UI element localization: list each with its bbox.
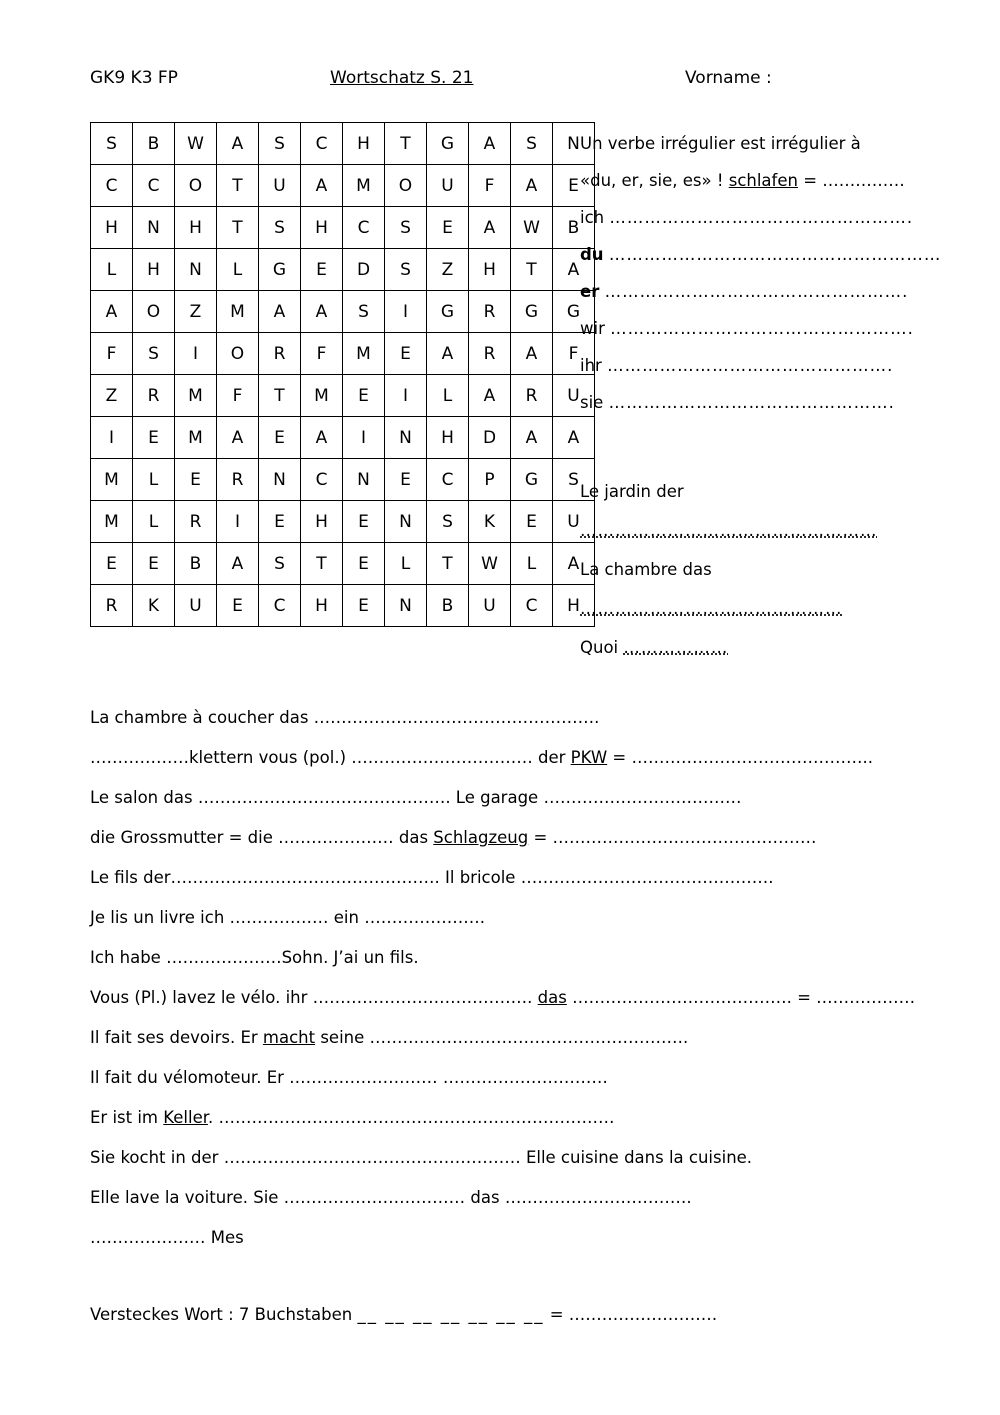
grid-cell[interactable]: L <box>133 501 175 543</box>
line-text: Le fils der…………………………………………. Il bricole ………………………………………. <box>90 868 774 887</box>
grid-cell[interactable]: R <box>469 333 511 375</box>
grid-cell[interactable]: A <box>259 291 301 333</box>
verb-intro-prefix: «du, er, sie, es» ! <box>580 171 724 190</box>
grid-cell[interactable]: I <box>385 291 427 333</box>
grid-cell[interactable]: N <box>133 207 175 249</box>
conjugation-row <box>580 199 950 236</box>
line-text-after: …………………………………. = ……………… <box>566 988 916 1007</box>
hidden-word-answer: = ……………………… <box>549 1305 718 1324</box>
grid-cell[interactable]: M <box>175 375 217 417</box>
answer-blank[interactable]: ……………………………………………. <box>609 208 914 227</box>
grid-cell[interactable]: Z <box>175 291 217 333</box>
grid-cell[interactable]: H <box>301 501 343 543</box>
answer-blank[interactable]: ……………… <box>623 638 729 657</box>
grid-cell[interactable]: R <box>469 291 511 333</box>
vocab-extra-block <box>580 472 960 667</box>
grid-cell[interactable]: E <box>511 501 553 543</box>
grid-cell[interactable]: N <box>259 459 301 501</box>
answer-blank[interactable]: ……………………………………………. <box>610 319 914 338</box>
grid-cell[interactable]: N <box>553 123 595 165</box>
grid-cell[interactable]: A <box>301 165 343 207</box>
verb-intro-suffix: = …………… <box>803 171 905 190</box>
grid-cell[interactable]: D <box>469 417 511 459</box>
grid-cell[interactable]: S <box>553 459 595 501</box>
grid-cell[interactable]: A <box>301 417 343 459</box>
line-text-before: Il fait ses devoirs. Er <box>90 1028 263 1047</box>
line-mes[interactable] <box>90 1218 940 1258</box>
grid-cell[interactable]: C <box>511 585 553 627</box>
grid-cell[interactable]: E <box>217 585 259 627</box>
line-salon-garage[interactable] <box>90 778 940 818</box>
line-keyword: Keller <box>163 1108 209 1127</box>
grid-cell[interactable]: H <box>301 207 343 249</box>
grid-cell[interactable]: S <box>91 123 133 165</box>
grid-cell[interactable]: A <box>469 207 511 249</box>
grid-cell[interactable]: S <box>259 207 301 249</box>
grid-cell[interactable]: E <box>259 501 301 543</box>
answer-blank[interactable]: …………………………………………… <box>580 521 878 540</box>
answer-blank[interactable]: ………………………………………………… <box>608 245 942 264</box>
grid-cell[interactable]: I <box>175 333 217 375</box>
line-text-before: ………………klettern vous (pol.) …………………………… der <box>90 748 571 767</box>
grid-cell[interactable]: Z <box>91 375 133 417</box>
grid-cell[interactable]: G <box>511 459 553 501</box>
grid-cell[interactable]: B <box>175 543 217 585</box>
grid-cell[interactable]: W <box>469 543 511 585</box>
grid-cell[interactable]: I <box>385 375 427 417</box>
grid-cell[interactable]: I <box>343 417 385 459</box>
grid-cell[interactable]: S <box>259 543 301 585</box>
vocab-row <box>580 550 960 628</box>
grid-cell[interactable]: B <box>133 123 175 165</box>
line-text: Je lis un livre ich ……………… ein …………………. <box>90 908 485 927</box>
grid-cell[interactable]: L <box>91 249 133 291</box>
grid-cell[interactable]: O <box>175 165 217 207</box>
pronoun-ihr: ihr <box>580 356 602 375</box>
grid-cell[interactable]: R <box>259 333 301 375</box>
conjugation-row <box>580 384 950 421</box>
grid-cell[interactable]: E <box>427 207 469 249</box>
grid-cell[interactable]: E <box>553 165 595 207</box>
pronoun-ich: ich <box>580 208 605 227</box>
grid-cell[interactable]: E <box>343 375 385 417</box>
grid-cell[interactable]: F <box>469 165 511 207</box>
grid-cell[interactable]: E <box>343 585 385 627</box>
pronoun-sie: sie <box>580 393 604 412</box>
grid-cell[interactable]: H <box>133 249 175 291</box>
grid-cell[interactable]: L <box>427 375 469 417</box>
grid-cell[interactable]: A <box>91 291 133 333</box>
grid-cell[interactable]: S <box>343 291 385 333</box>
line-text-after: seine …………………………………………………. <box>315 1028 689 1047</box>
grid-cell[interactable]: R <box>133 375 175 417</box>
grid-row <box>91 501 595 543</box>
grid-cell[interactable]: S <box>259 123 301 165</box>
grid-row <box>91 165 595 207</box>
conjugation-list <box>580 199 950 421</box>
verb-schlafen: schlafen <box>728 171 798 190</box>
grid-cell[interactable]: S <box>427 501 469 543</box>
line-text-before: Vous (Pl.) lavez le vélo. ihr …………………………………. <box>90 988 538 1007</box>
line-keyword: das <box>537 988 567 1007</box>
grid-cell[interactable]: C <box>91 165 133 207</box>
grid-cell[interactable]: N <box>175 249 217 291</box>
grid-cell[interactable]: G <box>427 123 469 165</box>
grid-cell[interactable]: L <box>511 543 553 585</box>
grid-cell[interactable]: N <box>385 501 427 543</box>
grid-cell[interactable]: G <box>511 291 553 333</box>
grid-cell[interactable]: F <box>217 375 259 417</box>
line-kocht[interactable] <box>90 1138 940 1178</box>
grid-row <box>91 375 595 417</box>
exercise-lines <box>90 698 940 1258</box>
grid-cell[interactable]: A <box>427 333 469 375</box>
line-velomoteur[interactable] <box>90 1058 940 1098</box>
line-sohn[interactable] <box>90 938 940 978</box>
line-text-after: = …………………………………….. <box>607 748 873 767</box>
line-text: Sie kocht in der ……………………………………………… Elle cuisine dans la cuisine. <box>90 1148 753 1167</box>
line-keyword: PKW <box>570 748 608 767</box>
grid-cell[interactable]: S <box>511 123 553 165</box>
grid-cell[interactable]: S <box>385 249 427 291</box>
grid-cell[interactable]: I <box>217 501 259 543</box>
grid-cell[interactable]: O <box>385 165 427 207</box>
line-devoirs[interactable] <box>90 1018 940 1058</box>
line-text-after: . ……………………………………………………………… <box>208 1108 615 1127</box>
grid-cell[interactable]: R <box>175 501 217 543</box>
grid-row <box>91 207 595 249</box>
word-search-grid <box>90 122 595 627</box>
answer-blank[interactable]: …………………………………………. <box>608 393 895 412</box>
grid-cell[interactable]: U <box>553 375 595 417</box>
line-text-before: die Grossmutter = die ………………… das <box>90 828 434 847</box>
line-keyword: macht <box>262 1028 316 1047</box>
grid-cell[interactable]: A <box>553 417 595 459</box>
grid-row <box>91 585 595 627</box>
conjugation-row <box>580 273 950 310</box>
grid-cell[interactable]: A <box>553 249 595 291</box>
answer-blank[interactable]: …………………………………………. <box>607 356 894 375</box>
verb-intro-line-1: Un verbe irrégulier est irrégulier à <box>580 134 861 153</box>
course-code: GK9 K3 FP <box>90 68 178 88</box>
conjugation-row <box>580 236 950 273</box>
grid-cell[interactable]: M <box>301 375 343 417</box>
grid-cell[interactable]: K <box>469 501 511 543</box>
grid-cell[interactable]: H <box>343 123 385 165</box>
grid-cell[interactable]: E <box>133 543 175 585</box>
verb-panel <box>580 125 950 421</box>
line-voiture[interactable] <box>90 1178 940 1218</box>
line-klettern[interactable] <box>90 738 940 778</box>
grid-row <box>91 291 595 333</box>
grid-cell[interactable]: A <box>217 543 259 585</box>
grid-row <box>91 333 595 375</box>
grid-cell[interactable]: U <box>175 585 217 627</box>
grid-cell[interactable]: W <box>175 123 217 165</box>
grid-cell[interactable]: E <box>385 333 427 375</box>
vocab-label: Le jardin der <box>580 482 684 501</box>
grid-cell[interactable]: T <box>427 543 469 585</box>
page-title: Wortschatz S. 21 <box>330 68 474 88</box>
line-chambre-coucher[interactable] <box>90 698 940 738</box>
grid-cell[interactable]: D <box>343 249 385 291</box>
grid-cell[interactable]: O <box>133 291 175 333</box>
grid-cell[interactable]: L <box>385 543 427 585</box>
line-grossmutter[interactable] <box>90 818 940 858</box>
grid-cell[interactable]: T <box>217 165 259 207</box>
line-livre[interactable] <box>90 898 940 938</box>
grid-cell[interactable]: H <box>91 207 133 249</box>
vocab-extra-list <box>580 472 960 667</box>
hidden-word-blanks: __ __ __ __ __ __ __ <box>357 1305 545 1324</box>
grid-row <box>91 249 595 291</box>
grid-cell[interactable]: A <box>511 333 553 375</box>
grid-cell[interactable]: C <box>259 585 301 627</box>
grid-cell[interactable]: E <box>343 501 385 543</box>
grid-cell[interactable]: A <box>469 123 511 165</box>
hidden-word-label: Versteckes Wort : 7 Buchstaben <box>90 1305 353 1324</box>
line-text-before: Er ist im <box>90 1108 164 1127</box>
grid-cell[interactable]: M <box>91 501 133 543</box>
grid-cell[interactable]: F <box>91 333 133 375</box>
grid-cell[interactable]: F <box>553 333 595 375</box>
grid-row <box>91 543 595 585</box>
vocab-label: Quoi <box>580 638 619 657</box>
grid-cell[interactable]: C <box>343 207 385 249</box>
grid-row <box>91 417 595 459</box>
grid-cell[interactable]: N <box>385 585 427 627</box>
grid-cell[interactable]: U <box>469 585 511 627</box>
grid-cell[interactable]: P <box>469 459 511 501</box>
line-text: ………………… Mes <box>90 1228 244 1247</box>
grid-cell[interactable]: K <box>133 585 175 627</box>
grid-cell[interactable]: N <box>343 459 385 501</box>
vocab-row <box>580 628 960 667</box>
grid-cell[interactable]: A <box>469 375 511 417</box>
grid-cell[interactable]: Z <box>427 249 469 291</box>
grid-cell[interactable]: T <box>511 249 553 291</box>
grid-row <box>91 123 595 165</box>
grid-cell[interactable]: R <box>511 375 553 417</box>
grid-cell[interactable]: M <box>175 417 217 459</box>
grid-cell[interactable]: T <box>385 123 427 165</box>
line-text: Il fait du vélomoteur. Er ……………………… ………………………… <box>90 1068 608 1087</box>
grid-cell[interactable]: E <box>91 543 133 585</box>
grid-cell[interactable]: G <box>553 291 595 333</box>
grid-cell[interactable]: C <box>133 165 175 207</box>
pronoun-wir: wir <box>580 319 605 338</box>
grid-cell[interactable]: S <box>133 333 175 375</box>
grid-cell[interactable]: M <box>343 165 385 207</box>
grid-cell[interactable]: A <box>511 417 553 459</box>
grid-cell[interactable]: C <box>301 459 343 501</box>
grid-cell[interactable]: E <box>259 417 301 459</box>
line-keyword: Schlagzeug <box>433 828 529 847</box>
pronoun-du: du <box>580 245 604 264</box>
line-velo[interactable] <box>90 978 940 1018</box>
grid-cell[interactable]: M <box>343 333 385 375</box>
grid-cell[interactable]: U <box>259 165 301 207</box>
line-text-after: = ………………………………………… <box>528 828 817 847</box>
hidden-word-footer <box>90 1305 717 1324</box>
grid-cell[interactable]: M <box>91 459 133 501</box>
grid-cell[interactable]: S <box>385 207 427 249</box>
student-name-label: Vorname : <box>685 68 772 88</box>
line-text: Ich habe …………………Sohn. J’ai un fils. <box>90 948 419 967</box>
grid-cell[interactable]: A <box>217 417 259 459</box>
line-keller[interactable] <box>90 1098 940 1138</box>
grid-cell[interactable]: E <box>343 543 385 585</box>
grid-cell[interactable]: H <box>301 585 343 627</box>
grid-cell[interactable]: W <box>511 207 553 249</box>
grid-cell[interactable]: C <box>301 123 343 165</box>
answer-blank[interactable]: ……………………………………………. <box>604 282 909 301</box>
grid-cell[interactable]: H <box>427 417 469 459</box>
answer-blank[interactable]: ……………………………………… <box>580 599 843 618</box>
line-text: Le salon das ………………………………………. Le garage ……………………………… <box>90 788 742 807</box>
grid-cell[interactable]: C <box>427 459 469 501</box>
grid-cell[interactable]: O <box>217 333 259 375</box>
grid-cell[interactable]: A <box>511 165 553 207</box>
grid-cell[interactable]: R <box>91 585 133 627</box>
grid-row <box>91 459 595 501</box>
line-fils-bricole[interactable] <box>90 858 940 898</box>
grid-cell[interactable]: E <box>301 249 343 291</box>
grid-cell[interactable]: A <box>301 291 343 333</box>
grid-cell[interactable]: H <box>469 249 511 291</box>
vocab-label: La chambre das <box>580 560 712 579</box>
grid-cell[interactable]: M <box>217 291 259 333</box>
grid-cell[interactable]: B <box>427 585 469 627</box>
grid-cell[interactable]: U <box>427 165 469 207</box>
conjugation-row <box>580 310 950 347</box>
grid-cell[interactable]: L <box>133 459 175 501</box>
grid-cell[interactable]: L <box>217 249 259 291</box>
grid-cell[interactable]: A <box>553 543 595 585</box>
grid-cell[interactable]: T <box>217 207 259 249</box>
grid-cell[interactable]: T <box>301 543 343 585</box>
page-header <box>90 68 920 98</box>
verb-intro-line-2 <box>580 162 950 199</box>
line-text: Elle lave la voiture. Sie …………………………… das ……………………………. <box>90 1188 692 1207</box>
line-text: La chambre à coucher das ……………………………………………. <box>90 708 600 727</box>
grid-cell[interactable]: R <box>217 459 259 501</box>
grid-cell[interactable]: A <box>217 123 259 165</box>
grid-cell[interactable]: H <box>175 207 217 249</box>
grid-cell[interactable]: I <box>91 417 133 459</box>
grid-cell[interactable]: U <box>553 501 595 543</box>
grid-cell[interactable]: E <box>133 417 175 459</box>
grid-cell[interactable]: N <box>385 417 427 459</box>
vocab-row <box>580 472 960 550</box>
grid-cell[interactable]: G <box>427 291 469 333</box>
grid-cell[interactable]: G <box>259 249 301 291</box>
conjugation-row <box>580 347 950 384</box>
grid-cell[interactable]: T <box>259 375 301 417</box>
pronoun-er: er <box>580 282 600 301</box>
grid-cell[interactable]: E <box>385 459 427 501</box>
grid-cell[interactable]: F <box>301 333 343 375</box>
grid-cell[interactable]: H <box>553 585 595 627</box>
grid-cell[interactable]: E <box>175 459 217 501</box>
grid-cell[interactable]: B <box>553 207 595 249</box>
